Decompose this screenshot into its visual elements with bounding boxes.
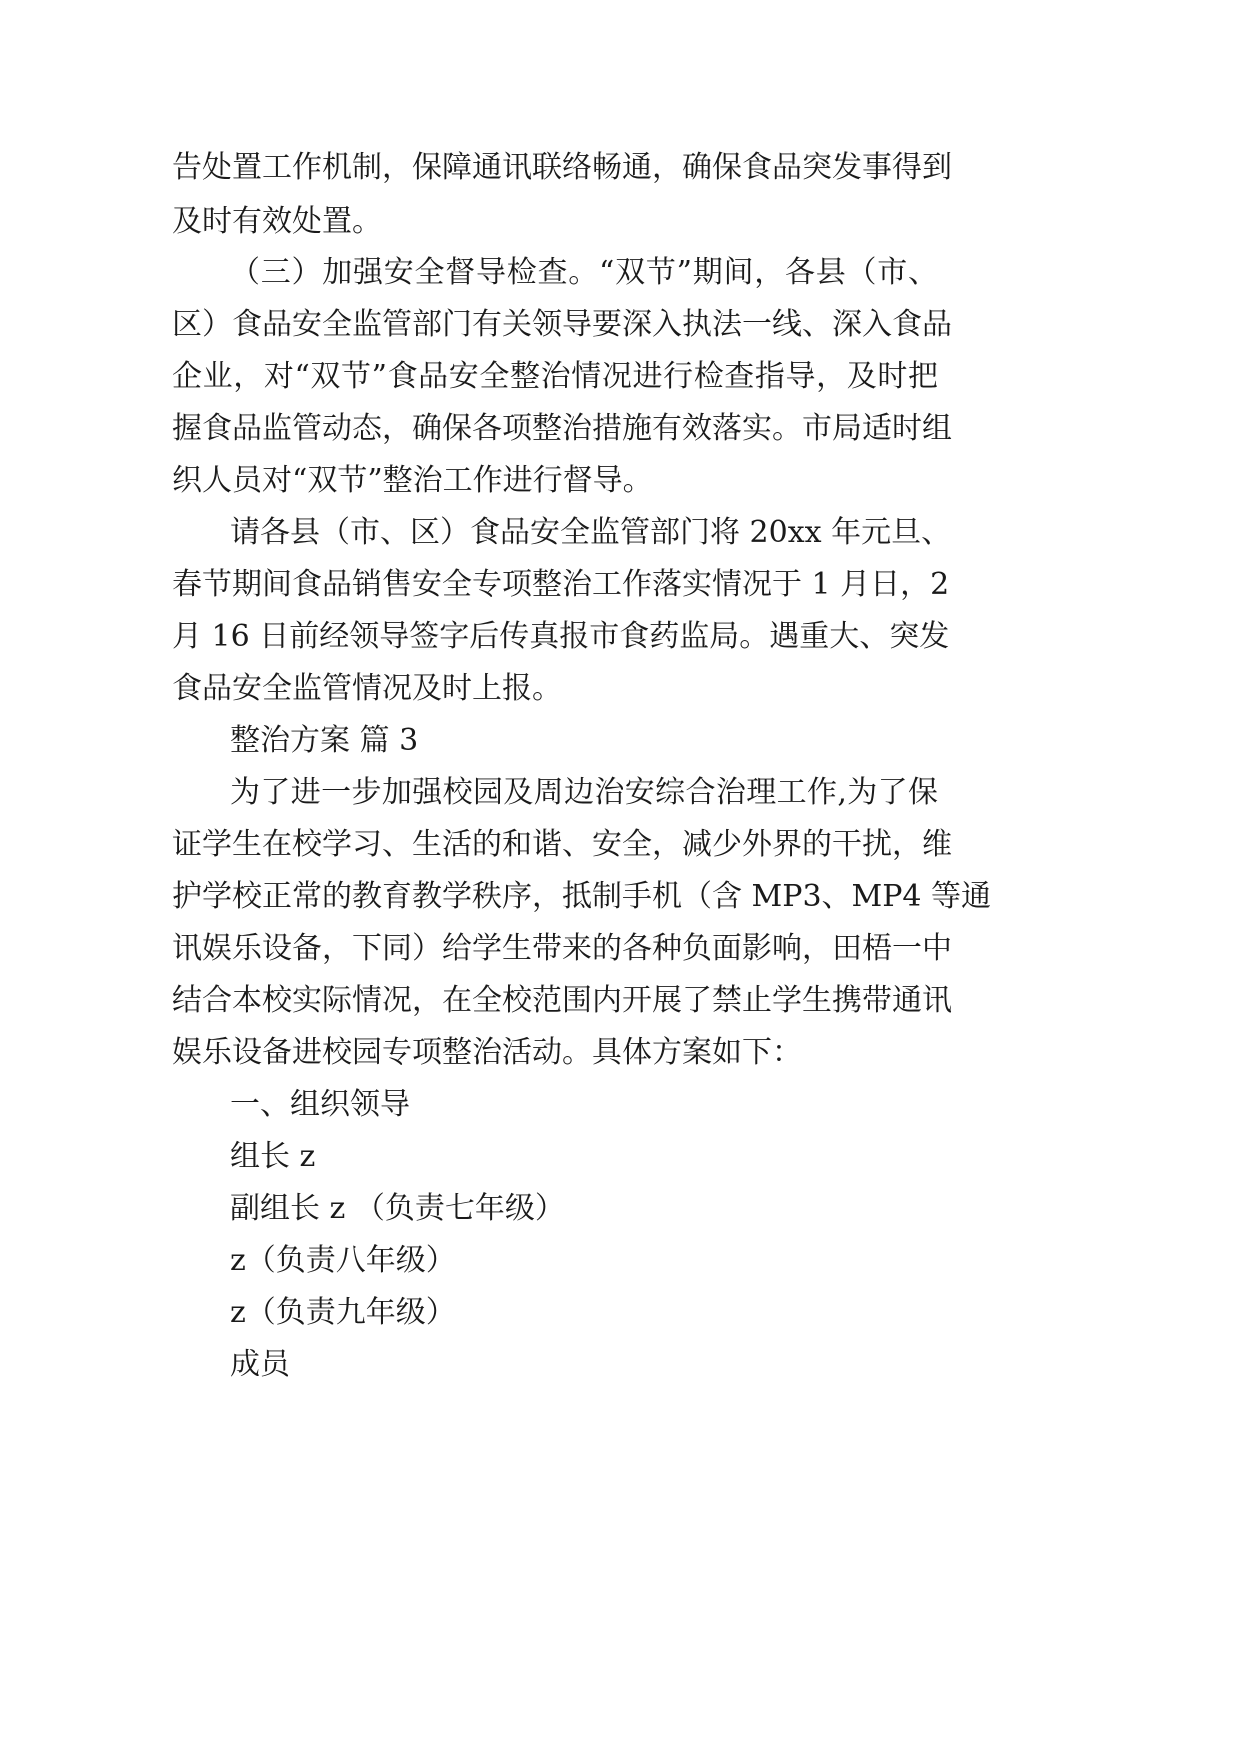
list-item: 副组长 z （负责七年级）	[230, 1191, 565, 1226]
body-line: 企业，对“双节”食品安全整治情况进行检查指导，及时把	[172, 359, 938, 394]
list-item: 组长 z	[230, 1139, 316, 1174]
body-line: 证学生在校学习、生活的和谐、安全，减少外界的干扰，维	[172, 827, 952, 862]
body-line: 区）食品安全监管部门有关领导要深入执法一线、深入食品	[172, 307, 952, 342]
body-line: 及时有效处置。	[172, 204, 382, 239]
body-line: 请各县（市、区）食品安全监管部门将 20xx 年元旦、	[230, 515, 952, 550]
list-item: 成员	[230, 1347, 290, 1382]
body-line: 护学校正常的教育教学秩序，抵制手机（含 MP3、MP4 等通	[172, 879, 992, 914]
body-line: 结合本校实际情况，在全校范围内开展了禁止学生携带通讯	[172, 983, 952, 1018]
body-line: 告处置工作机制，保障通讯联络畅通，确保食品突发事得到	[172, 150, 952, 185]
subsection-heading: 一、组织领导	[230, 1087, 410, 1122]
body-line: 春节期间食品销售安全专项整治工作落实情况于 1 月日，2	[172, 567, 950, 602]
list-item: z（负责八年级）	[230, 1243, 456, 1278]
body-line: 为了进一步加强校园及周边治安综合治理工作,为了保	[230, 775, 938, 810]
body-line: （三）加强安全督导检查。“双节”期间，各县（市、	[230, 255, 938, 290]
body-line: 月 16 日前经领导签字后传真报市食药监局。遇重大、突发	[172, 619, 950, 654]
body-line: 织人员对“双节”整治工作进行督导。	[172, 463, 653, 498]
body-line: 握食品监管动态，确保各项整治措施有效落实。市局适时组	[172, 411, 952, 446]
list-item: z（负责九年级）	[230, 1295, 456, 1330]
body-line: 食品安全监管情况及时上报。	[172, 671, 562, 706]
body-line: 讯娱乐设备，下同）给学生带来的各种负面影响，田梧一中	[172, 931, 952, 966]
section-heading: 整治方案 篇 3	[230, 723, 419, 758]
body-line: 娱乐设备进校园专项整治活动。具体方案如下：	[172, 1035, 802, 1070]
